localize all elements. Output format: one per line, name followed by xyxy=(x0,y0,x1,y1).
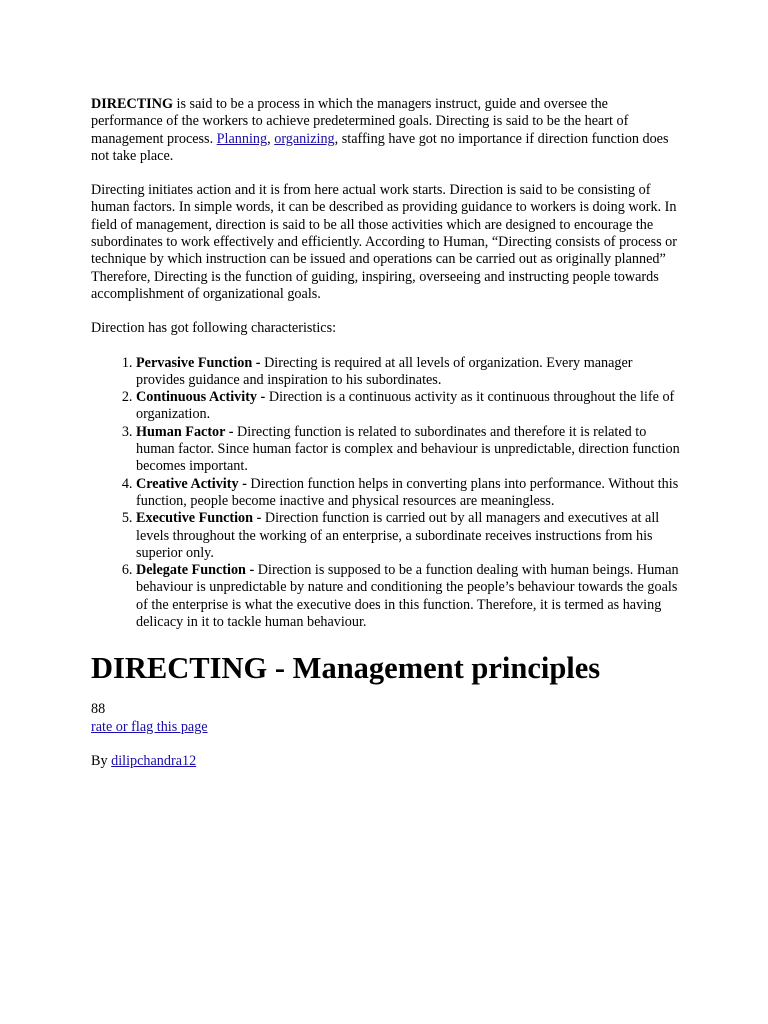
list-item xyxy=(136,389,683,424)
paragraph-directing-initiates: Directing initiates action and it is from here actual work starts. Direction is said to be consisting of human factors. In simple words, it can be described as providing guidance to workers is doing work. In field of management, direction is said to be all those activities which are designed to encourage the subordinates to work effectively and efficiently. According to Human, “Directing consists of process or technique by which instruction can be issued and operations can be carried out as originally planned” Therefore, Directing is the function of guiding, inspiring, overseeing and instructing people towards accomplishment of organizational goals. xyxy=(91,182,677,302)
paragraph-definition xyxy=(91,96,683,165)
rating-count: 88 xyxy=(91,701,106,718)
list-item-text: Direction is supposed to be a function dealing with human beings. Human behaviour is unpredictable by nature and conditioning the people’s behaviour towards the goals of the enterprise is what the executive does in this function. Therefore, it is termed as having delicacy in it to tackle human behaviour. xyxy=(136,562,679,631)
planning-link[interactable]: Planning xyxy=(216,130,268,147)
list-item-text: Direction is a continuous activity as it continuous throughout the life of organization. xyxy=(136,389,675,423)
list-item xyxy=(136,562,683,631)
list-item xyxy=(136,476,683,511)
list-item xyxy=(136,510,683,562)
byline-prefix: By xyxy=(91,752,112,769)
byline xyxy=(91,753,683,770)
list-item xyxy=(136,424,683,476)
definition-text-end: , staffing have got no importance if direction function does not take place. xyxy=(91,130,669,164)
list-item-title: Executive Function - xyxy=(136,510,262,527)
characteristics-list xyxy=(91,355,683,632)
page-title: DIRECTING - Management principles xyxy=(91,651,601,686)
list-item-title: Pervasive Function - xyxy=(136,354,261,371)
comma-separator: , xyxy=(267,130,275,147)
document-body xyxy=(91,96,683,770)
list-item-text: Direction function helps in converting plans into performance. Without this function, people become inactive and physical resources are meaningless. xyxy=(136,475,679,509)
list-item-text: Direction function is carried out by all managers and executives at all levels throughout the working of an enterprise, a subordinate receives instructions from his superior only. xyxy=(136,510,660,561)
author-link[interactable]: dilipchandra12 xyxy=(111,752,197,769)
definition-text: is said to be a process in which the managers instruct, guide and oversee the performance of the workers to achieve predetermined goals. Directing is said to be the heart of management process. xyxy=(91,96,629,147)
rate-link-line xyxy=(91,719,683,736)
list-item-text: Directing function is related to subordinates and therefore it is related to human factor. Since human factor is complex and behaviour is unpredictable, direction function becomes important. xyxy=(136,423,680,475)
list-item-title: Continuous Activity - xyxy=(136,389,266,406)
list-item-title: Creative Activity - xyxy=(136,475,247,492)
list-item-title: Human Factor - xyxy=(136,423,234,440)
list-item xyxy=(136,355,683,390)
list-item-text: Directing is required at all levels of organization. Every manager provides guidance and inspiration to his subordinates. xyxy=(136,354,633,388)
organizing-link[interactable]: organizing xyxy=(274,130,335,147)
list-item-title: Delegate Function - xyxy=(136,562,255,579)
term-directing: DIRECTING xyxy=(91,96,173,112)
rate-or-flag-link[interactable]: rate or flag this page xyxy=(91,718,208,735)
characteristics-intro: Direction has got following characteristics: xyxy=(91,320,337,337)
